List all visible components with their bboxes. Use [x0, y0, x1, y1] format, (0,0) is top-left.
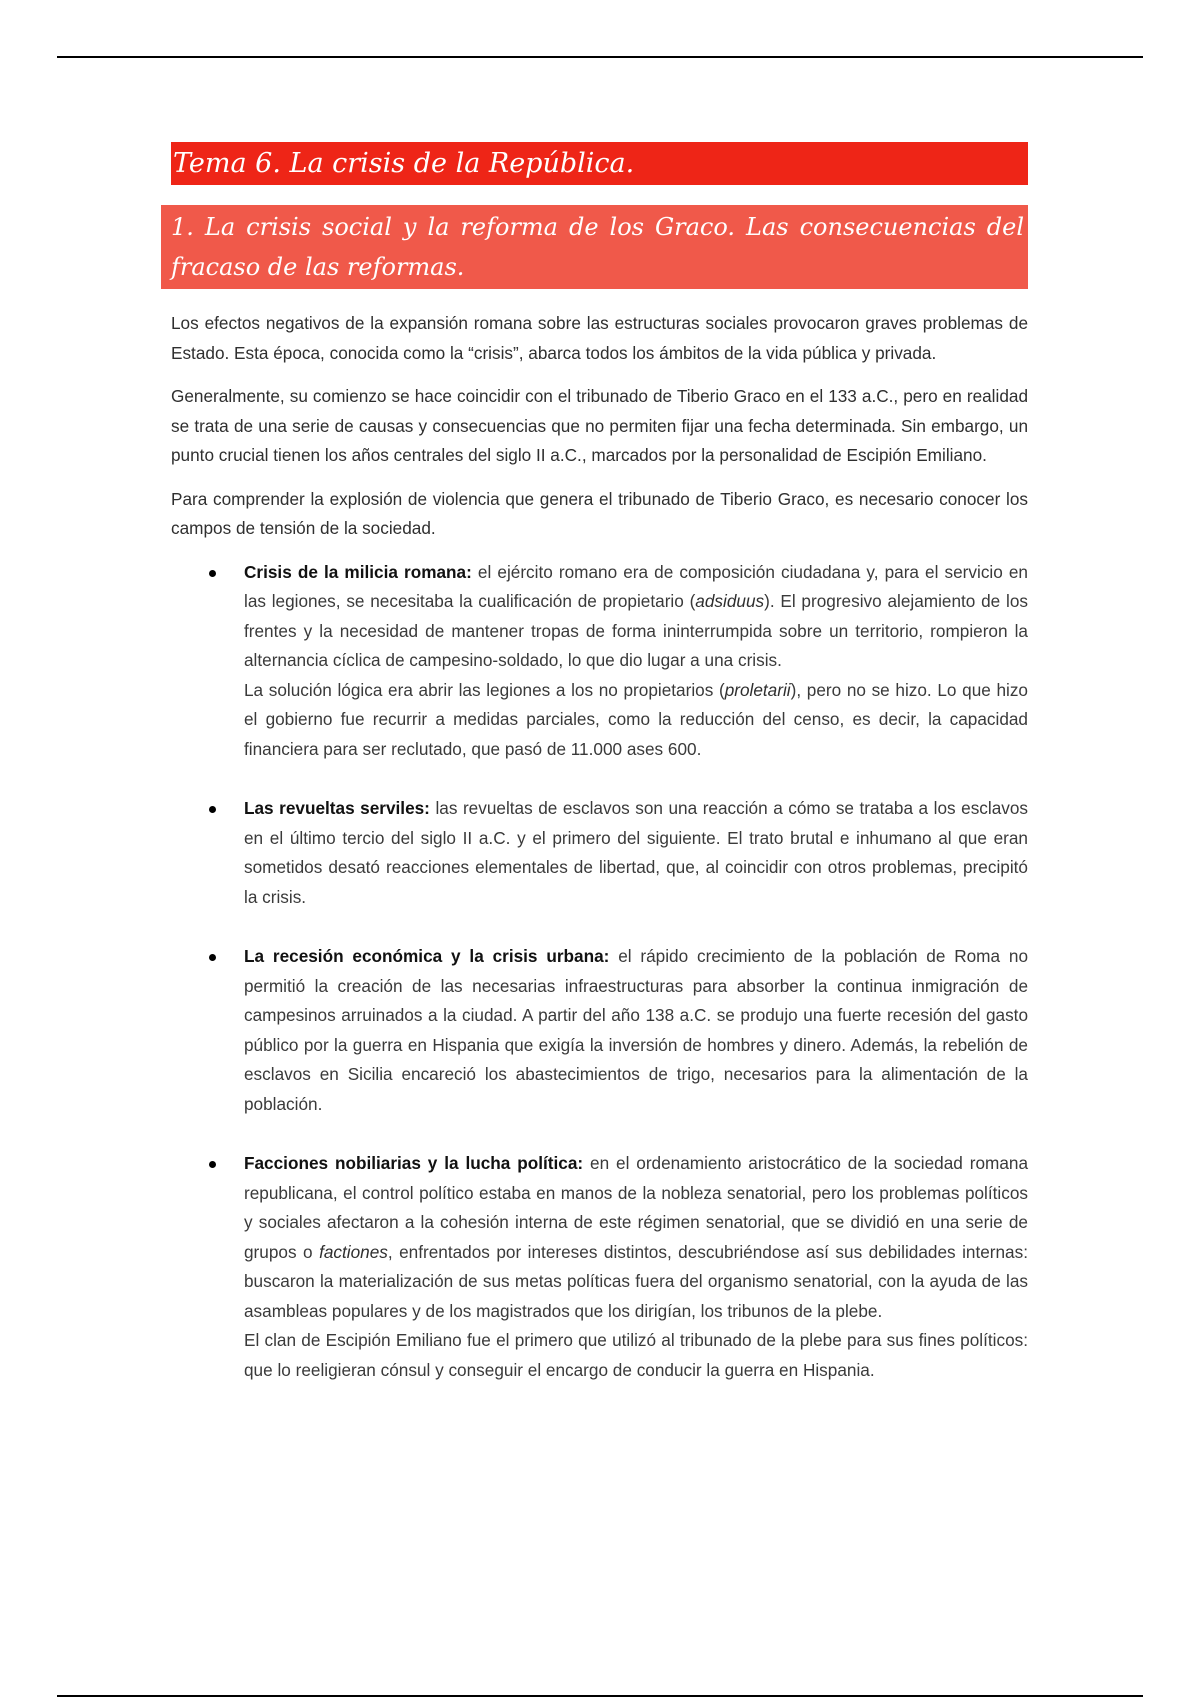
bullet-dot-icon: [209, 954, 216, 961]
bullet-term: Las revueltas serviles:: [244, 798, 430, 818]
bullet-item-recesion: [171, 942, 1028, 1119]
paragraph: Para comprender la explosión de violencia que genera el tribunado de Tiberio Graco, es necesario conocer los campos de tensión de la sociedad.: [171, 488, 1028, 538]
page-title: Tema 6. La crisis de la República.: [171, 142, 1028, 185]
bottom-rule: [57, 1695, 1143, 1697]
paragraph: Generalmente, su comienzo se hace coincidir con el tribunado de Tiberio Graco en el 133 a.C., pero en realidad se trata de una serie de causas y consecuencias que no permiten fijar una fecha determinada. Sin embargo, un punto crucial tienen los años centrales del siglo II a.C., marcados por la personalidad de Escipión Emiliano.: [171, 386, 1028, 465]
top-rule: [57, 56, 1143, 58]
section-heading: 1. La crisis social y la reforma de los Graco. Las consecuencias del fracaso de las reformas.: [161, 205, 1028, 289]
bullet-term: Crisis de la milicia romana:: [244, 561, 472, 582]
bullet-item-revueltas: [171, 794, 1028, 912]
bullet-term: La recesión económica y la crisis urbana:: [244, 946, 610, 966]
bullet-list: [171, 558, 1028, 1386]
paragraph: Los efectos negativos de la expansión romana sobre las estructuras sociales provocaron graves problemas de Estado. Esta época, conocida como la “crisis”, abarca todos los ámbitos de la vida pública y privada.: [171, 313, 1028, 363]
bullet-dot-icon: [209, 570, 216, 577]
bullet-text-continued: La solución lógica era abrir las legiones a los no propietarios (proletarii), pero no se hizo. Lo que hizo el gobierno fue recurrir a medidas parciales, como la reducción del censo, es decir, la capacidad financiera para ser reclutado, que pasó de 11.000 ases 600.: [244, 679, 1028, 759]
bullet-dot-icon: [209, 1161, 216, 1168]
bullet-item-milicia: [171, 558, 1028, 765]
bullet-text: La recesión económica y la crisis urbana: el rápido crecimiento de la población de Roma no permitió la creación de las necesarias infraestructuras para absorber la continua inmigración de campesinos arruinados a la ciudad. A partir del año 138 a.C. se produjo una fuerte recesión del gasto público por la guerra en Hispania que exigía la inversión de hombres y dinero. Además, la rebelión de esclavos en Sicilia encareció los abastecimientos de trigo, necesarios para la alimentación de la población.: [244, 946, 1029, 1114]
document-body: [171, 142, 1028, 1415]
bullet-item-facciones: [171, 1149, 1028, 1385]
bullet-dot-icon: [209, 806, 216, 813]
bullet-text: Crisis de la milicia romana: el ejército romano era de composición ciudadana y, para el servicio en las legiones, se necesitaba la cualificación de propietario (adsiduus). El progresivo alejamiento de los frentes y la necesidad de mantener tropas de forma ininterrumpida sobre un territorio, rompieron la alternancia cíclica de campesino-soldado, lo que dio lugar a una crisis.: [244, 561, 1028, 670]
bullet-text-continued: El clan de Escipión Emiliano fue el primero que utilizó al tribunado de la plebe para sus fines políticos: que lo reeligieran cónsul y conseguir el encargo de conducir la guerra en Hispania.: [244, 1330, 1028, 1380]
bullet-text: Las revueltas serviles: las revueltas de esclavos son una reacción a cómo se trataba a los esclavos en el último tercio del siglo II a.C. y el primero del siguiente. El trato brutal e inhumano al que eran sometidos desató reacciones elementales de libertad, que, al coincidir con otros problemas, precipitó la crisis.: [244, 798, 1029, 907]
bullet-term: Facciones nobiliarias y la lucha política:: [244, 1153, 584, 1173]
bullet-text: Facciones nobiliarias y la lucha política: en el ordenamiento aristocrático de la sociedad romana republicana, el control político estaba en manos de la nobleza senatorial, pero los problemas políticos y sociales afectaron a la cohesión interna de este régimen senatorial, que se dividió en una serie de grupos o factiones, enfrentados por intereses distintos, descubriéndose así sus debilidades internas: buscaron la materialización de sus metas políticas fuera del organismo senatorial, con la ayuda de las asambleas populares y de los magistrados que los dirigían, los tribunos de la plebe.: [244, 1153, 1029, 1321]
